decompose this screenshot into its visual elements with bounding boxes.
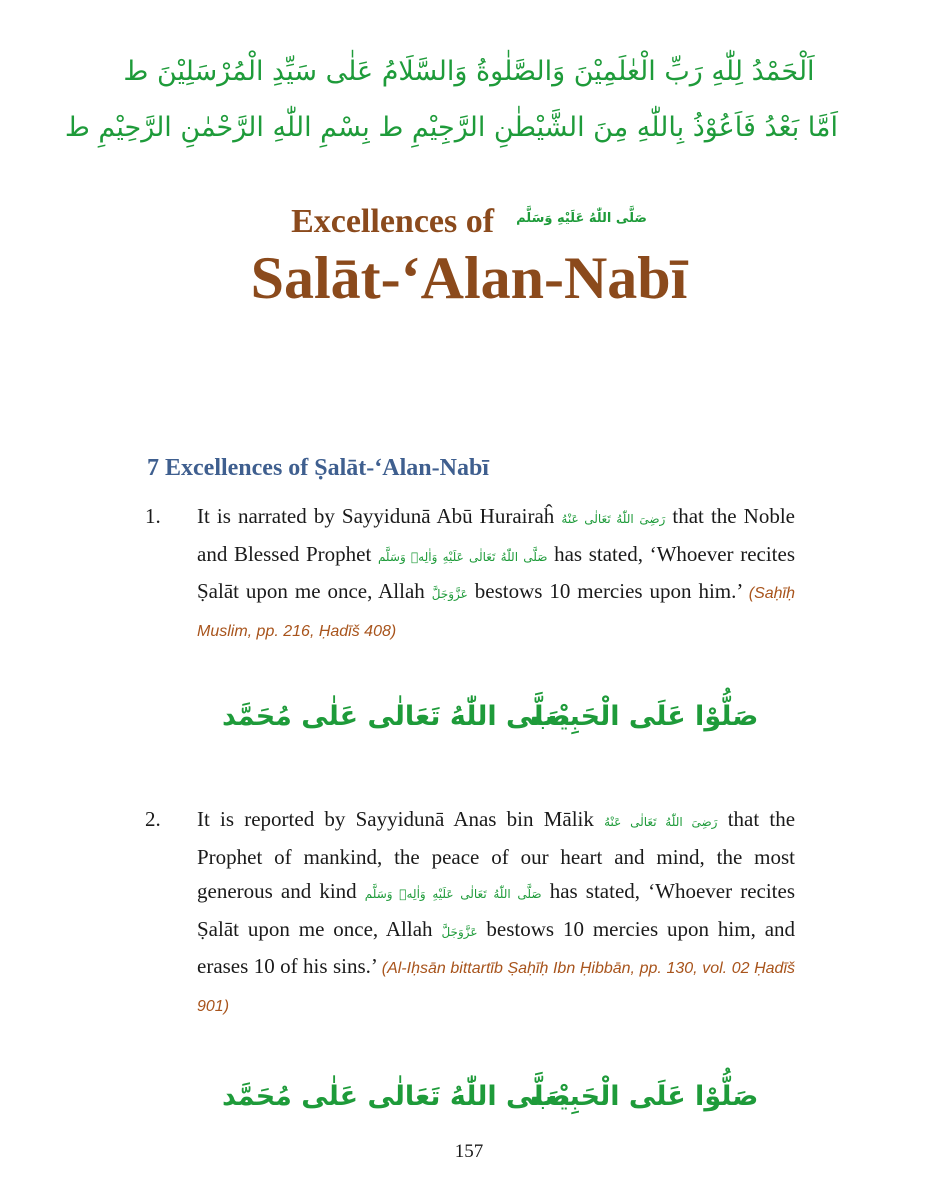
honorific-azzawajal: عَزَّوَجَلَّ <box>441 924 478 939</box>
text-segment: bestows 10 mercies upon him.’ <box>474 579 742 603</box>
text-segment: that the Noble and Blessed Prophet <box>197 504 796 566</box>
item-text <box>197 802 795 1024</box>
text-segment: bestows 10 mercies upon him, and erases 10 of his sins.’ <box>197 916 796 978</box>
text-segment: has stated, ‘Whoever recites Ṣalāt upon me once, Allah <box>197 541 795 603</box>
salat-phrase-right: صَلُّوْا عَلَى الْحَبِيْب <box>530 1081 759 1112</box>
honorific-sallallahu: صَلَّى اللّٰهُ تَعَالٰى عَلَيْهِ وَاٰلِهٖ وَسَلَّم <box>377 549 548 564</box>
title-honorific: صَلَّى اللّٰهُ عَلَيْهِ وَسَلَّم <box>516 211 647 226</box>
salat-phrase-row <box>0 692 938 742</box>
salat-phrase-right: صَلُّوْا عَلَى الْحَبِيْب <box>530 701 759 732</box>
reference-citation: (Al-Iḥsān bittartīb Ṣaḥīḥ Ibn Ḥibbān, pp. 130, vol. 02 Ḥadīš 901) <box>197 960 796 1015</box>
item-text <box>197 499 795 649</box>
honorific-azzawajal: عَزَّوَجَلَّ <box>431 587 468 601</box>
page-number: 157 <box>454 1141 484 1162</box>
chapter-title-line1: Excellences of <box>291 203 495 240</box>
reference-citation: (Saḥīḥ Muslim, pp. 216, Ḥadīš 408) <box>197 585 795 640</box>
item-number: 2. <box>145 807 161 831</box>
salat-phrase-left: صَلَّى اللّٰهُ تَعَالٰى عَلٰى مُحَمَّد <box>222 1081 571 1112</box>
section-heading: 7 Excellences of Ṣalāt-‘Alan-Nabī <box>147 455 489 481</box>
salat-phrase-row <box>0 1072 938 1122</box>
honorific-radiyallahu: رَضِیَ اللّٰهُ تَعَالٰی عَنْهُ <box>604 815 718 829</box>
item-number: 1. <box>145 504 161 528</box>
opening-basmala-line: اَمَّا بَعْدُ فَاَعُوْذُ بِاللّٰهِ مِنَ الشَّيْطٰنِ الرَّجِيْمِ ط بِسْمِ اللّٰهِ الرَّحْمٰنِ الرَّحِيْمِ ط <box>64 112 838 143</box>
opening-praise-line: اَلْحَمْدُ لِلّٰهِ رَبِّ الْعٰلَمِيْنَ وَالصَّلٰوةُ وَالسَّلَامُ عَلٰى سَيِّدِ الْمُرْسَلِيْنَ ط <box>123 56 815 87</box>
text-segment: It is narrated by Sayyidunā Abū Hurairaĥ <box>197 504 555 528</box>
text-segment: that the Prophet of mankind, the peace of our heart and mind, the most generous and kind <box>197 807 796 903</box>
text-segment: has stated, ‘Whoever recites Ṣalāt upon me once, Allah <box>197 879 795 941</box>
honorific-sallallahu: صَلَّى اللّٰهُ تَعَالٰى عَلَيْهِ وَاٰلِهٖ وَسَلَّم <box>364 887 542 901</box>
honorific-radiyallahu: رَضِیَ اللّٰهُ تَعَالٰی عَنْهُ <box>561 512 666 526</box>
text-segment: It is reported by Sayyidunā Anas bin Mālik <box>197 807 594 831</box>
chapter-title-large: Salāt-‘Alan-Nabī <box>250 245 688 311</box>
salat-phrase-left: صَلَّى اللّٰهُ تَعَالٰى عَلٰى مُحَمَّد <box>222 701 571 732</box>
